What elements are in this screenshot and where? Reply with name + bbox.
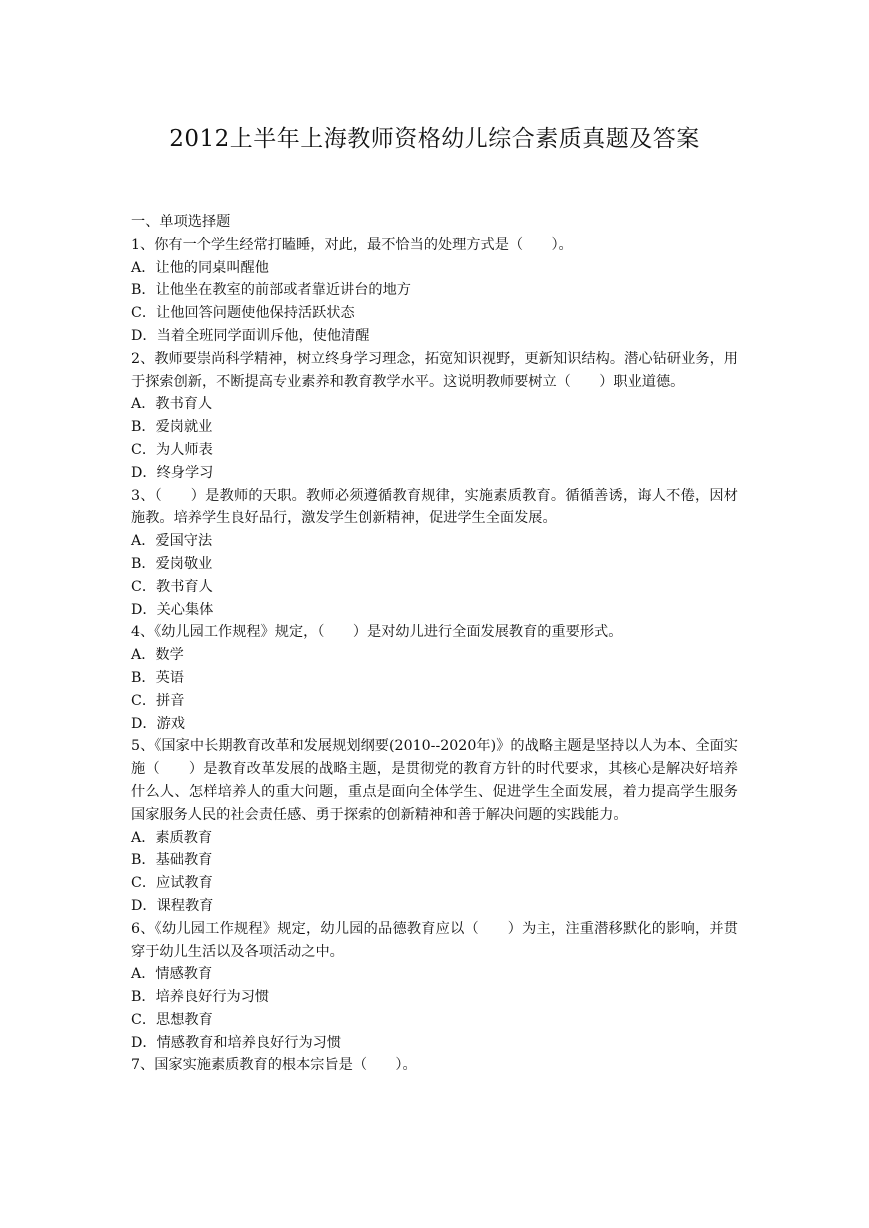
document-body xyxy=(131,211,738,1077)
option-b: B．基础教育 xyxy=(131,852,213,869)
section-heading: 一、单项选择题 xyxy=(131,214,231,230)
option-d: D．游戏 xyxy=(131,715,185,732)
question-stem: 4、《幼儿园工作规程》规定，（ ）是对幼儿进行全面发展教育的重要形式。 xyxy=(131,624,623,641)
option-c: C．教书育人 xyxy=(131,578,213,595)
question-stem: 5、《国家中长期教育改革和发展规划纲要(2010--2020年)》的战略主题是坚持以人为本、全面实施（ ）是教育改革发展的战略主题，是贯彻党的教育方针的时代要求，其核心是解决好培养什么人、怎样培养人的重大问题，重点是面向全体学生、促进学生全面发展，着力提高学生服务国家服务人民的社会责任感、勇于探索的创新精神和善于解决问题的实践能力。 xyxy=(131,738,738,823)
question-5 xyxy=(131,735,738,917)
option-a: A．教书育人 xyxy=(131,396,213,413)
option-a: A．素质教育 xyxy=(131,829,213,846)
question-stem: 6、《幼儿园工作规程》规定，幼儿园的品德教育应以（ ）为主，注重潜移默化的影响，并贯穿于幼儿生活以及各项活动之中。 xyxy=(131,920,738,960)
question-4 xyxy=(131,621,738,735)
option-a: A．情感教育 xyxy=(131,966,213,983)
option-b: B．让他坐在教室的前部或者靠近讲台的地方 xyxy=(131,282,411,299)
option-a: A．数学 xyxy=(131,647,184,664)
question-stem: 7、国家实施素质教育的根本宗旨是（ ）。 xyxy=(131,1057,417,1074)
question-3 xyxy=(131,485,738,622)
question-1 xyxy=(131,234,738,348)
question-stem: 3、（ ）是教师的天职。教师必须遵循教育规律，实施素质教育。循循善诱，诲人不倦，因材施教。培养学生良好品行，激发学生创新精神，促进学生全面发展。 xyxy=(131,487,738,527)
option-a: A．爱国守法 xyxy=(131,533,213,550)
question-7 xyxy=(131,1054,738,1077)
document-title: 2012上半年上海教师资格幼儿综合素质真题及答案 xyxy=(169,126,700,152)
option-c: C．思想教育 xyxy=(131,1011,213,1028)
option-c: C．为人师表 xyxy=(131,441,213,458)
option-b: B．英语 xyxy=(131,669,184,686)
question-stem: 1、你有一个学生经常打瞌睡，对此，最不恰当的处理方式是（ ）。 xyxy=(131,236,573,253)
option-d: D．当着全班同学面训斥他，使他清醒 xyxy=(131,327,370,344)
option-d: D．终身学习 xyxy=(131,464,214,481)
question-2 xyxy=(131,348,738,485)
option-a: A．让他的同桌叫醒他 xyxy=(131,259,269,276)
option-c: C．让他回答问题使他保持活跃状态 xyxy=(131,305,355,322)
option-d: D．关心集体 xyxy=(131,601,214,618)
option-c: C．应试教育 xyxy=(131,875,213,892)
option-d: D．课程教育 xyxy=(131,897,214,914)
question-6 xyxy=(131,918,738,1055)
option-b: B．培养良好行为习惯 xyxy=(131,989,270,1006)
option-c: C．拼音 xyxy=(131,692,185,709)
question-stem: 2、教师要崇尚科学精神，树立终身学习理念，拓宽知识视野，更新知识结构。潜心钻研业务，用于探索创新，不断提高专业素养和教育教学水平。这说明教师要树立（ ）职业道德。 xyxy=(131,350,738,390)
option-d: D．情感教育和培养良好行为习惯 xyxy=(131,1034,342,1051)
option-b: B．爱岗敬业 xyxy=(131,555,213,572)
option-b: B．爱岗就业 xyxy=(131,419,213,436)
